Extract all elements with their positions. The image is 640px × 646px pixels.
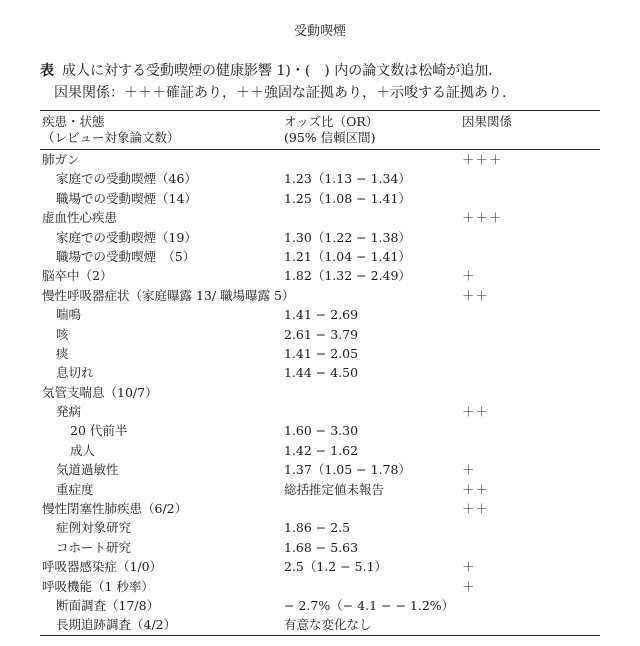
row-label: 咳	[56, 326, 69, 342]
row-label: 気道過敏性	[56, 462, 119, 478]
row-label: 発病	[56, 404, 82, 420]
table-row	[40, 189, 600, 208]
table-row	[40, 441, 600, 460]
header-odds-ratio	[284, 114, 378, 146]
row-odds-ratio: 有意な変化なし	[284, 617, 372, 633]
row-odds-ratio: 1.44 − 4.50	[284, 365, 359, 381]
header-disease	[42, 114, 180, 146]
row-label: 虚血性心疾患	[42, 210, 118, 226]
row-odds-ratio: 1.41 − 2.69	[284, 307, 359, 323]
row-odds-ratio: 1.42 − 1.62	[284, 442, 359, 458]
header-causality: 因果関係	[462, 114, 513, 129]
row-odds-ratio: 1.23（1.13 − 1.34）	[284, 171, 411, 187]
row-label: コホート研究	[56, 539, 132, 555]
table-row	[40, 480, 600, 499]
row-label: 脳卒中（2）	[42, 268, 113, 284]
row-odds-ratio: 1.60 − 3.30	[284, 423, 359, 439]
table-row	[40, 518, 600, 537]
row-label: 気管支喘息（10/7）	[42, 384, 158, 400]
caption-text: 成人に対する受動喫煙の健康影響 1)・( ) 内の論文数は松崎が追加.	[62, 63, 493, 79]
table-row	[40, 266, 600, 285]
table-header	[40, 111, 600, 149]
table-row	[40, 325, 600, 344]
table-row	[40, 557, 600, 576]
row-label: 家庭での受動喫煙（19）	[56, 229, 197, 245]
table-row	[40, 383, 600, 402]
row-label: 20 代前半	[70, 423, 128, 439]
table-row	[40, 363, 600, 382]
row-label: 重症度	[56, 481, 94, 497]
table-row	[40, 460, 600, 479]
table-row	[40, 150, 600, 169]
table-row	[40, 499, 600, 518]
table-row	[40, 615, 600, 634]
row-label: 呼吸機能（1 秒率）	[42, 578, 154, 594]
row-label: 慢性閉塞性肺疾患（6/2）	[42, 501, 188, 517]
row-odds-ratio: 1.86 − 2.5	[284, 520, 351, 536]
table-row	[40, 305, 600, 324]
table-caption	[40, 60, 506, 104]
row-label: 職場での受動喫煙 （5）	[56, 248, 196, 264]
table-row	[40, 208, 600, 227]
row-causality: ＋＋＋	[462, 210, 503, 226]
table-row	[40, 402, 600, 421]
row-odds-ratio: 2.61 − 3.79	[284, 326, 359, 342]
row-causality: ＋＋	[462, 501, 490, 517]
row-causality: ＋	[462, 462, 476, 478]
table-row	[40, 538, 600, 557]
row-odds-ratio: 1.21（1.04 − 1.41）	[284, 248, 411, 264]
header-disease-subtitle: （レビュー対象論文数）	[42, 130, 180, 145]
row-causality: ＋	[462, 578, 476, 594]
row-odds-ratio: 1.68 − 5.63	[284, 539, 359, 555]
row-causality: ＋＋＋	[462, 152, 503, 167]
row-odds-ratio: 総括推定値未報告	[284, 481, 385, 497]
row-label: 肺ガン	[42, 152, 80, 167]
row-causality: ＋	[462, 559, 476, 575]
row-odds-ratio: 1.30（1.22 − 1.38）	[284, 229, 411, 245]
table-row	[40, 169, 600, 188]
row-label: 呼吸器感染症（1/0）	[42, 559, 163, 575]
row-label: 慢性呼吸器症状（家庭曝露 13/ 職場曝露 5）	[42, 287, 295, 303]
row-label: 息切れ	[56, 365, 94, 381]
row-causality: ＋＋	[462, 404, 490, 420]
caption-label: 表	[40, 63, 54, 79]
row-label: 症例対象研究	[56, 520, 132, 536]
header-or-subtitle: (95% 信頼区間)	[284, 130, 376, 145]
table-body	[40, 150, 600, 635]
row-causality: ＋＋	[462, 287, 490, 303]
row-odds-ratio: 1.41 − 2.05	[284, 345, 359, 361]
header-disease-title: 疾患・状態	[42, 114, 105, 129]
table-row	[40, 421, 600, 440]
table-row	[40, 286, 600, 305]
row-label: 喘鳴	[56, 307, 82, 323]
row-label: 痰	[56, 345, 69, 361]
row-label: 断面調査（17/8）	[56, 597, 160, 613]
row-odds-ratio: 1.25（1.08 − 1.41）	[284, 190, 411, 206]
health-effects-table	[40, 110, 600, 636]
table-bottom-rule	[40, 635, 600, 636]
row-label: 長期追跡調査（4/2）	[56, 617, 177, 633]
table-row	[40, 247, 600, 266]
page-title: 受動喫煙	[293, 24, 346, 39]
row-label: 家庭での受動喫煙（46）	[56, 171, 197, 187]
row-label: 成人	[70, 442, 96, 458]
table-row	[40, 228, 600, 247]
row-causality: ＋＋	[462, 481, 490, 497]
caption-line-2: 因果関係：＋＋＋確証あり，＋＋強固な証拠あり，＋示唆する証拠あり.	[54, 85, 507, 101]
row-odds-ratio: 1.37（1.05 − 1.78）	[284, 462, 411, 478]
row-odds-ratio: 1.82（1.32 − 2.49）	[284, 268, 411, 284]
table-row	[40, 577, 600, 596]
header-or-title: オッズ比（OR）	[284, 114, 379, 129]
caption-line-1	[40, 60, 506, 82]
row-label: 職場での受動喫煙（14）	[56, 190, 197, 206]
row-causality: ＋	[462, 268, 476, 284]
table-row	[40, 596, 600, 615]
row-odds-ratio: − 2.7%（− 4.1 − − 1.2%）	[284, 597, 455, 613]
row-odds-ratio: 2.5（1.2 − 5.1）	[284, 559, 388, 575]
table-row	[40, 344, 600, 363]
